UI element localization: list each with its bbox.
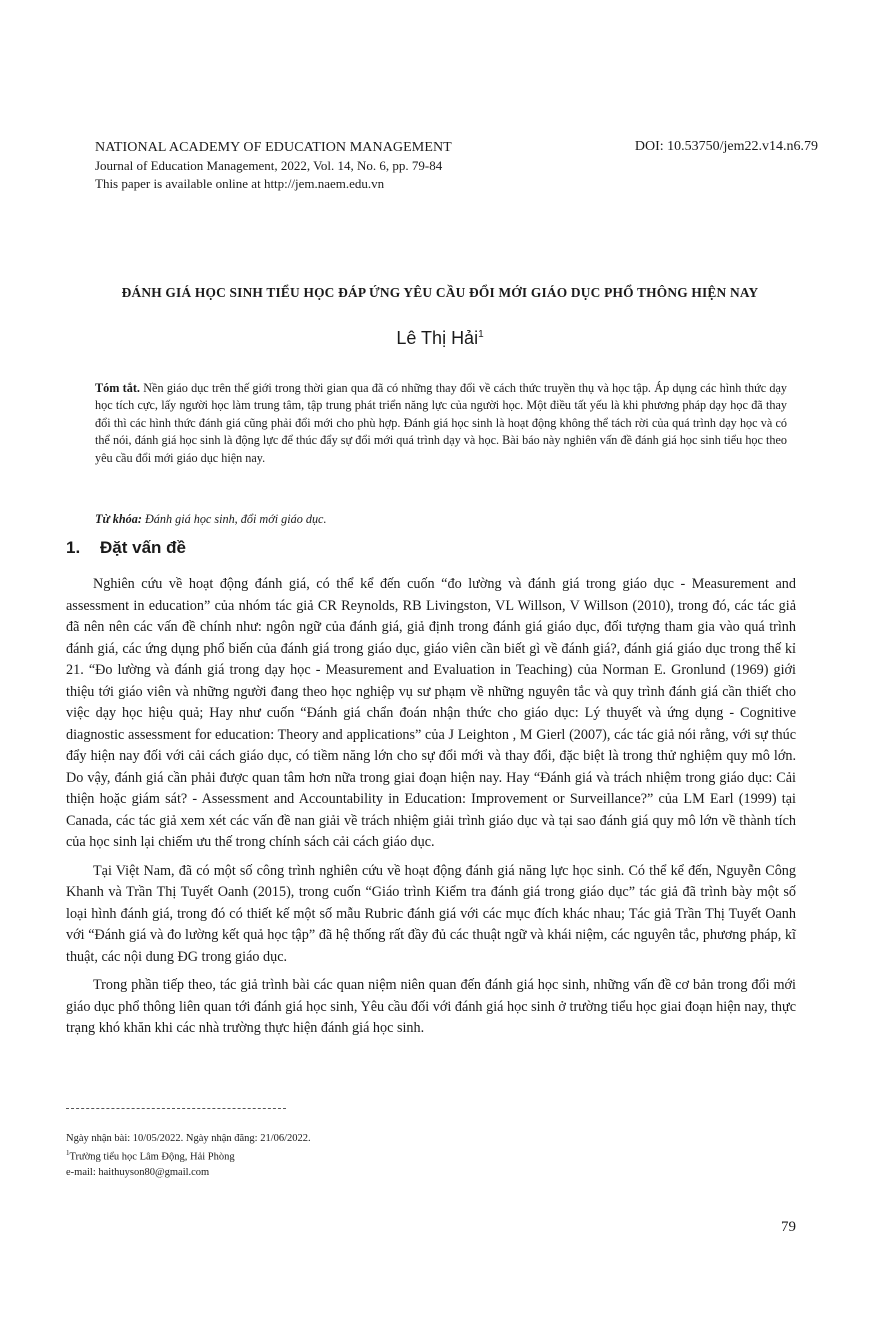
doi: DOI: 10.53750/jem22.v14.n6.79 [634, 139, 818, 154]
keywords-text: Đánh giá học sinh, đổi mới giáo dục. [141, 512, 327, 526]
affiliation-note [66, 1146, 311, 1165]
paragraph: Nghiên cứu về hoạt động đánh giá, có thể kể đến cuốn “đo lường và đánh giá trong giáo dục - Measurement and assessment in education” của nhóm tác giả CR Reynolds, RB Livingston, VL Willson, V Willson (2010), trong đó, các tác giả đã nên nên các vấn đề chính như: ngôn ngữ của đánh giá, giả định trong đánh giá giáo dục, đối tượng tham gia vào quá trình đánh giá, các ứng dụng phổ biến của đánh giá trong giáo dục, giáo viên cần biết gì về đánh giá?, đánh giá giáo dục trong thế kỉ 21. “Đo lường và đánh giá trong dạy học - Measurement and Evaluation in Teaching) của Norman E. Gronlund (1969) giới thiệu tới giáo viên và những người đang theo học nghiệp vụ sư phạm về những nguyên tắc và quy trình đánh giá cần thiết cho việc dạy học hiệu quả; Hay như cuốn “Đánh giá chẩn đoán nhận thức cho giáo dục: Lý thuyết và ứng dụng - Cognitive diagnostic assessment for education: Theory and applications” của J Leighton , M Gierl (2007), các tác giả nói rằng, với sự thúc đẩy hiện nay đối với cải cách giáo dục, có tiềm năng lớn cho sự đổi mới và thay đổi, đặc biệt là trong thử nghiệm quy mô lớn. Do vậy, đánh giá cần phải được quan tâm hơn nữa trong giai đoạn hiện nay. Hay “Đánh giá và trách nhiệm trong giáo dục: Cải thiện hoặc giám sát? - Assessment and Accountability in Education: Improvement or Surveillance?” của LM Earl (1999) tại Canada, các tác giả xem xét các vấn đề nan giải về trách nhiệm giải trình giáo dục và tại sao đánh giá quy mô lớn về thành tích của học sinh lại chiếm ưu thế trong chính sách cải cách giáo dục. [66, 576, 796, 850]
footnote-divider [66, 1108, 286, 1109]
section-heading [66, 538, 186, 558]
online-availability: This paper is available online at http://jem.naem.edu.vn [95, 176, 385, 191]
section-number: 1. [66, 538, 81, 557]
footnotes [66, 1131, 311, 1180]
article-title: ĐÁNH GIÁ HỌC SINH TIỂU HỌC ĐÁP ỨNG YÊU CẦU ĐỔI MỚI GIÁO DỤC PHỔ THÔNG HIỆN NAY [121, 285, 759, 300]
received-dates: Ngày nhận bài: 10/05/2022. Ngày nhận đăng: 21/06/2022. [66, 1133, 311, 1144]
body-text [66, 574, 796, 1047]
author-affiliation-mark: 1 [478, 329, 484, 340]
abstract-text: Nền giáo dục trên thế giới trong thời gian qua đã có những thay đổi về cách thức truyền thụ và học tập. Áp dụng các hình thức dạy học tích cực, lấy người học làm trung tâm, tập trung phát triển năng lực của người học. Một điều tất yếu là khi phương pháp dạy học đã thay đổi thì các hình thức đánh giá cũng phải đổi mới cho phù hợp. Đánh giá học sinh là hoạt động không thể tách rời của quá trình dạy học và có thể nói, đánh giá học sinh là động lực để thúc đẩy sự đổi mới quá trình dạy và học. Bài báo này nghiên vấn đề đánh giá học sinh tiểu học theo yêu cầu đổi mới giáo dục hiện nay. [95, 381, 788, 465]
affiliation-text: Trường tiểu học Lâm Động, Hải Phòng [69, 1151, 235, 1163]
keywords-label: Từ khóa: [95, 512, 142, 526]
journal-header [95, 139, 452, 193]
paragraph: Trong phần tiếp theo, tác giả trình bài các quan niệm niên quan đến đánh giá học sinh, những vấn đề cơ bản trong đổi mới giáo dục phổ thông liên quan tới đánh giá học sinh, Yêu cầu đối với đánh giá học sinh ở trường tiểu học giai đoạn hiện nay, thực trạng khó khăn khi các nhà trường thực hiện đánh giá học sinh. [66, 977, 796, 1036]
journal-citation: Journal of Education Management, 2022, Vol. 14, No. 6, pp. 79-84 [95, 158, 443, 173]
section-title: Đặt vấn đề [100, 538, 186, 557]
keywords [95, 512, 327, 527]
author-line [50, 328, 830, 349]
institution-name: NATIONAL ACADEMY OF EDUCATION MANAGEMENT [95, 140, 452, 155]
abstract-label: Tóm tắt. [95, 381, 140, 395]
page-number: 79 [781, 1219, 796, 1235]
author-email: e-mail: haithuyson80@gmail.com [66, 1166, 210, 1178]
author-name: Lê Thị Hải [396, 328, 479, 348]
paragraph: Tại Việt Nam, đã có một số công trình nghiên cứu về hoạt động đánh giá năng lực học sinh. Có thể kể đến, Nguyễn Công Khanh và Trần Thị Tuyết Oanh (2015), trong cuốn “Giáo trình Kiểm tra đánh giá trong giáo dục” tác giả đã trình bày một số loại hình đánh giá, trong đó có thiết kế một số mẫu Rubric đánh giá với các mục đích khác nhau; Tác giả Trần Thị Tuyết Oanh với “Đánh giá và đo lường kết quả học tập” đã hệ thống rất đầy đủ các thuật ngữ và khái niệm, các nguyên tắc, phương pháp, kĩ thuật, các nội dung ĐG trong giáo dục. [66, 862, 796, 965]
abstract [95, 380, 787, 467]
affiliation-mark: 1 [66, 1149, 70, 1157]
